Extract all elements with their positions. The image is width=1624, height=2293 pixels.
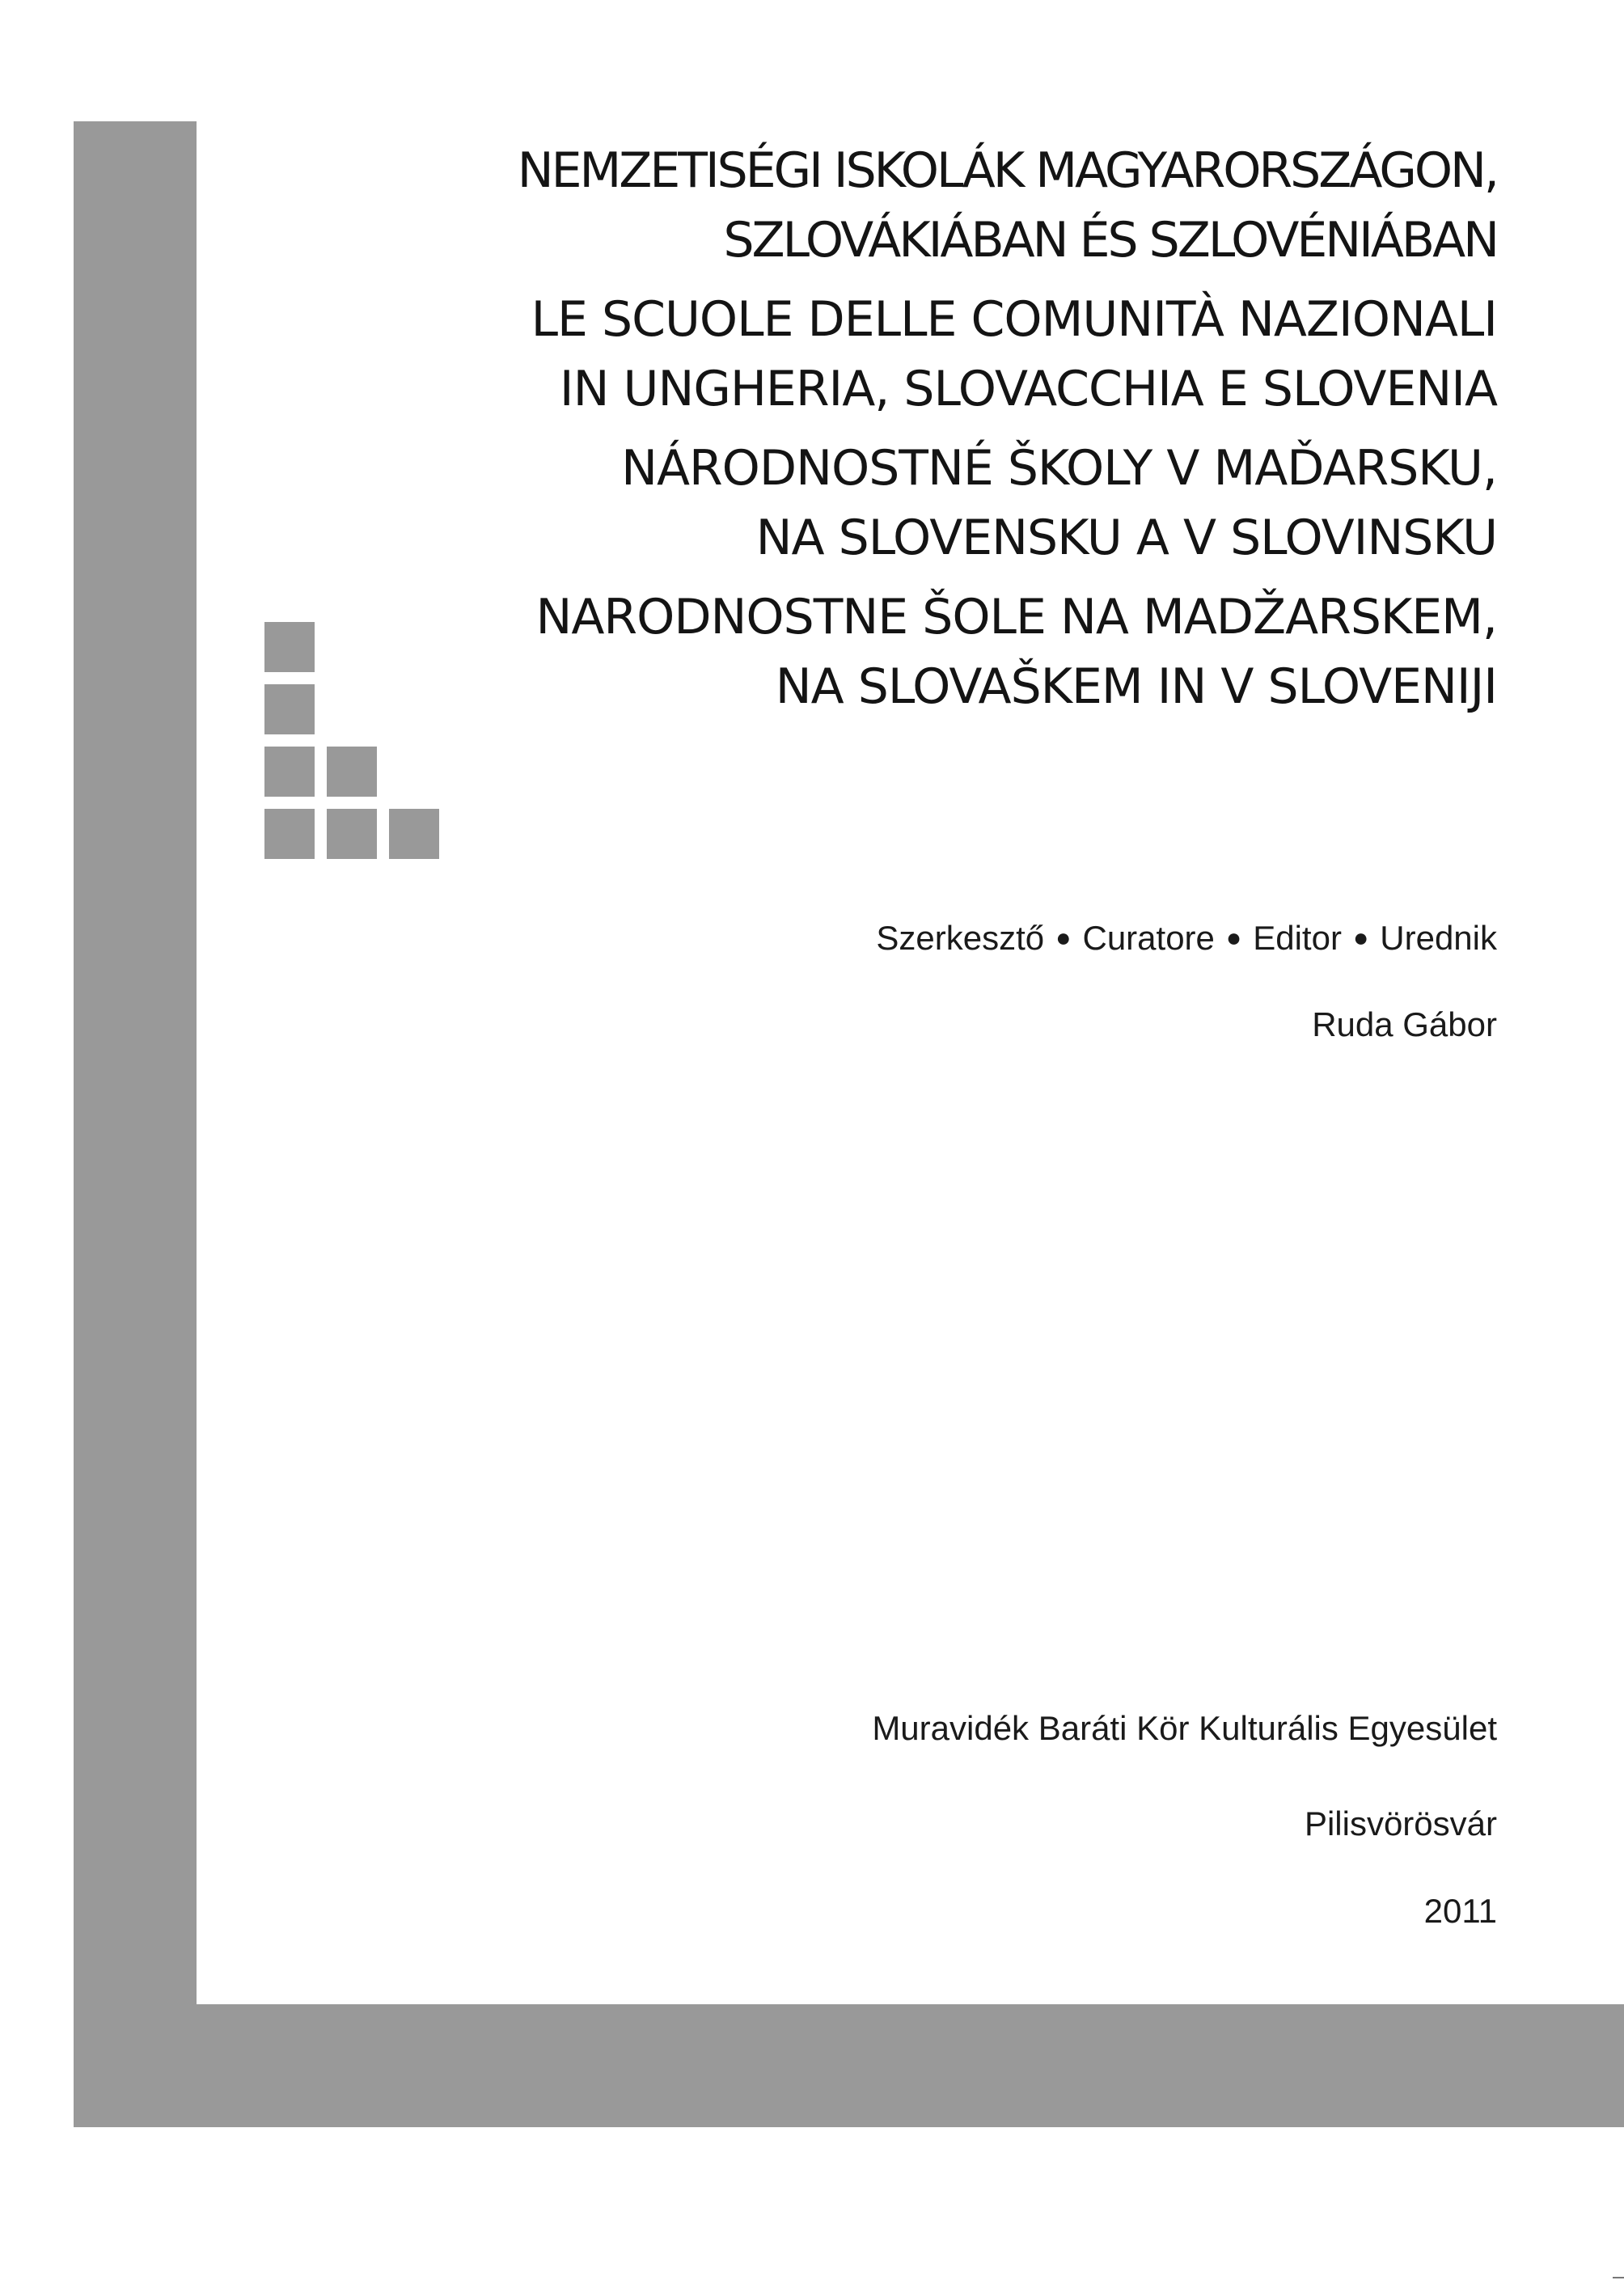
role-italian: Curatore — [1082, 919, 1215, 957]
title-hu-line-1: NEMZETISÉGI ISKOLÁK MAGYARORSZÁGON, — [517, 142, 1497, 199]
square-r1-c1 — [264, 622, 315, 672]
title-sk-line-2: NA SLOVENSKU A V SLOVINSKU — [755, 510, 1497, 566]
square-r2-c1 — [264, 684, 315, 734]
square-r4-c2 — [327, 809, 377, 859]
role-hungarian: Szerkesztő — [876, 919, 1045, 957]
title-italian — [365, 285, 1497, 424]
title-it-line-1: LE SCUOLE DELLE COMUNITÀ NAZIONALI — [531, 291, 1497, 348]
square-r4-c1 — [264, 809, 315, 859]
editor-roles — [876, 919, 1497, 958]
title-sl-line-1: NARODNOSTNE ŠOLE NA MADŽARSKEM, — [535, 589, 1497, 645]
title-it-line-2: IN UNGHERIA, SLOVACCHIA E SLOVENIA — [559, 361, 1497, 417]
role-slovenian: Urednik — [1380, 919, 1497, 957]
role-english: Editor — [1253, 919, 1342, 957]
square-r3-c1 — [264, 747, 315, 797]
bottom-frame-bar — [197, 2004, 1624, 2127]
square-r4-c3 — [389, 809, 439, 859]
title-block — [365, 136, 1497, 731]
left-frame-bar — [74, 121, 197, 2127]
publication-year: 2011 — [1423, 1892, 1497, 1930]
title-hu-line-2: SZLOVÁKIÁBAN ÉS SZLOVÉNIÁBAN — [723, 212, 1497, 269]
publisher-name: Muravidék Baráti Kör Kulturális Egyesület — [872, 1709, 1497, 1747]
bullet-separator: ● — [1352, 923, 1369, 952]
publication-place: Pilisvörösvár — [1304, 1804, 1497, 1842]
title-sk-line-1: NÁRODNOSTNÉ ŠKOLY V MAĎARSKU, — [621, 440, 1497, 497]
title-slovak — [365, 434, 1497, 573]
title-sl-line-2: NA SLOVAŠKEM IN V SLOVENIJI — [775, 658, 1497, 715]
corner-mark — [1613, 2277, 1624, 2278]
square-r3-c2 — [327, 747, 377, 797]
editor-name: Ruda Gábor — [1312, 1005, 1497, 1043]
title-slovenian — [365, 582, 1497, 721]
bullet-separator: ● — [1225, 923, 1242, 952]
title-hungarian — [365, 136, 1497, 275]
bullet-separator: ● — [1055, 923, 1072, 952]
